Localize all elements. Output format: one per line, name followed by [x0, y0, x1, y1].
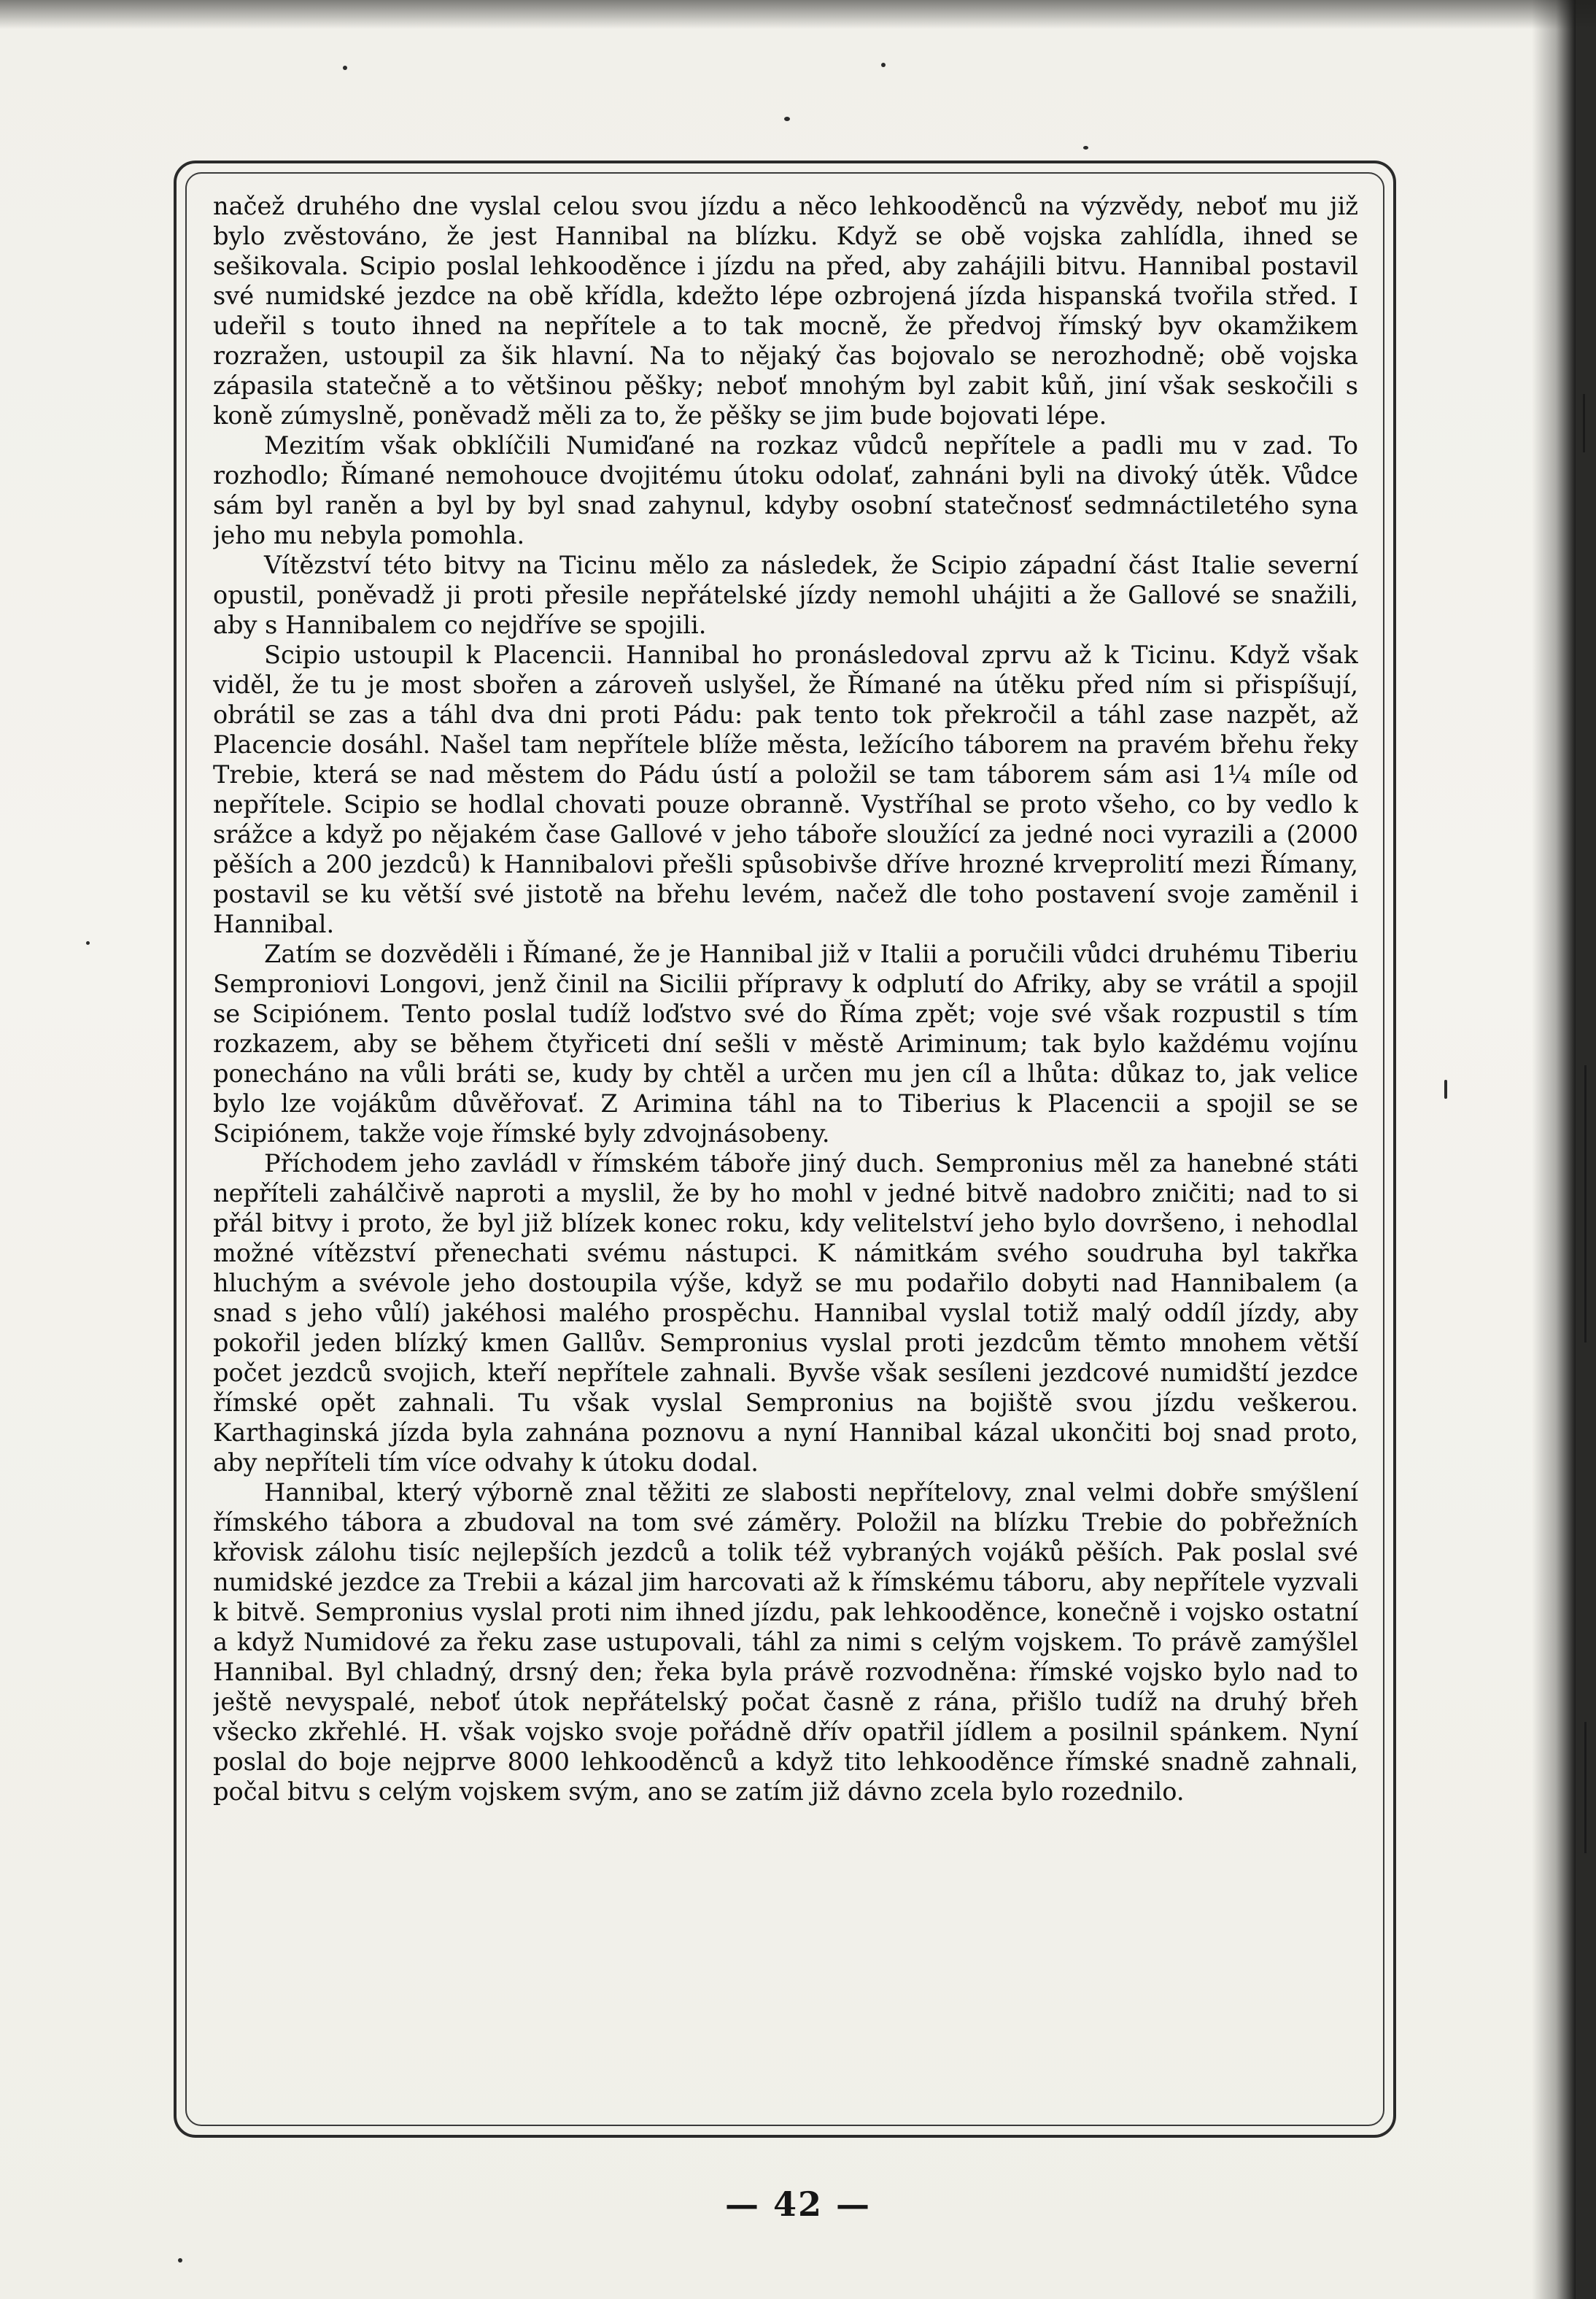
paragraph: Mezitím však obklíčili Numiďané na rozkaz vůdců nepřítele a padli mu v zad. To rozhodlo; Římané nemohouce dvojitému útoku odolať, zahnáni byli na divoký útěk. Vůdce sám byl raněn a byl by byl snad zahynul, kdyby osobní statečnosť sedmnáctiletého syna jeho mu nebyla pomohla. — [213, 431, 1358, 549]
scan-speck — [1444, 1080, 1447, 1099]
paragraph: Příchodem jeho zavládl v římském táboře jiný duch. Sempronius měl za hanebné státi nepříteli zahálčivě naproti a myslil, že by ho mohl v jedné bitvě nadobro zničiti; nad to si přál bitvy i proto, že byl již blízek konec roku, kdy velitelství jeho bylo dovršeno, i nehodlal možné vítězství přenechati svému nástupci. K námitkám svého soudruha byl takřka hluchým a svévole jeho dostoupila výše, když se mu podařilo dobyti nad Hannibalem (a snad s jeho vůlí) jakéhosi malého prospěchu. Hannibal vyslal totiž malý oddíl jízdy, aby pokořil jeden blízký kmen Gallův. Sempronius vyslal proti jezdcům těmto mnohem větší počet jezdců svojich, kteří nepřítele zahnali. Byvše však sesíleni jezdcové numidští jezdce římské opět zahnali. Tu však vyslal Sempronius na bojiště svou jízdu veškerou. Karthaginská jízda byla zahnána poznovu a nyní Hannibal kázal ukončiti boj snad proto, aby nepříteli tím více odvahy k útoku dodal. — [213, 1149, 1358, 1477]
page-number: — 42 — — [724, 2184, 872, 2224]
scan-top-shadow — [0, 0, 1596, 29]
paragraph: Hannibal, který výborně znal těžiti ze slabosti nepřítelovy, znal velmi dobře smýšlení římského tábora a zbudoval na tom své záměry. Položil na blízku Trebie do pobřežních křovisk zálohu tisíc nejlepších jezdců a tolik též vybraných vojáků pěších. Pak poslal své numidské jezdce za Trebii a kázal jim harcovati až k římskému táboru, aby nepřítele vyzvali k bitvě. Sempronius vyslal proti nim ihned jízdu, pak lehkooděnce, konečně i vojsko ostatní a když Numidové za řeku zase ustupovali, táhl za nimi s celým vojskem. To právě zamýšlel Hannibal. Byl chladný, drsný den; řeka byla právě rozvodněna: římské vojsko bylo nad to ještě nevyspalé, neboť útok nepřátelský počat časně z rána, přišlo tudíž na druhý břeh všecko zkřehlé. H. však vojsko svoje pořádně dřív opatřil jídlem a posilnil spánkem. Nyní poslal do boje nejprve 8000 lehkooděnců a když tito lehkooděnce římské snadně zahnali, počal bitvu s celým vojskem svým, ano se zatím již dávno zcela bylo rozednilo. — [213, 1478, 1358, 1806]
paragraph: Zatím se dozvěděli i Římané, že je Hannibal již v Italii a poručili vůdci druhému Tiberiu Semproniovi Longovi, jenž činil na Sicilii přípravy k odplutí do Afriky, aby se vrátil a spojil se Scipiónem. Tento poslal tudíž loďstvo své do Říma zpět; voje své však rozpustil s tím rozkazem, aby se během čtyřiceti dní sešli v městě Ariminum; tak bylo každému vojínu ponecháno na vůli bráti se, kudy by chtěl a určen mu jen cíl a lhůta: důkaz to, jak velice bylo lze vojákům důvěřovať. Z Arimina táhl na to Tiberius k Placencii a spojil se se Scipiónem, takže voje římské byly zdvojnásobeny. — [213, 940, 1358, 1148]
binding-mark — [1584, 1065, 1587, 1342]
binding-mark — [1583, 394, 1585, 452]
binding-mark — [1584, 1722, 1587, 1853]
scan-speck — [1083, 146, 1088, 150]
scan-speck — [86, 941, 90, 945]
paragraph: Vítězství této bitvy na Ticinu mělo za následek, že Scipio západní část Italie severní opustil, poněvadž ji proti přesile nepřátelské jízdy nemohl uhájiti a že Gallové se snažili, aby s Hannibalem co nejdříve se spojili. — [213, 551, 1358, 639]
body-text — [213, 191, 1358, 2103]
scan-speck — [784, 117, 790, 121]
scan-speck — [178, 2258, 182, 2263]
scan-edge-shadow — [1532, 0, 1576, 2299]
scan-speck — [343, 66, 347, 70]
paragraph: Scipio ustoupil k Placencii. Hannibal ho pronásledoval zprvu až k Ticinu. Když však viděl, že tu je most sbořen a zároveň uslyšel, že Římané na útěku před ním si přispíšují, obrátil se zas a táhl dva dni proti Pádu: pak tento tok překročil a táhl zase nazpět, až Placencie dosáhl. Našel tam nepřítele blíže města, ležícího táborem na pravém břehu řeky Trebie, která se nad městem do Pádu ústí a položil se tam táborem sám asi 1¼ míle od nepřítele. Scipio se hodlal chovati pouze obranně. Vystříhal se proto všeho, co by vedlo k srážce a když po nějakém čase Gallové v jeho táboře sloužící za jedné noci vyrazili a (2000 pěších a 200 jezdců) k Hannibalovi přešli spůsobivše dříve hrozné krveprolití mezi Římany, postavil se ku větší své jistotě na břehu levém, načež dle toho postavení svoje zaměnil i Hannibal. — [213, 641, 1358, 938]
scan-speck — [881, 63, 886, 67]
paragraph: načež druhého dne vyslal celou svou jízdu a něco lehkooděnců na výzvědy, neboť mu již bylo zvěstováno, že jest Hannibal na blízku. Když se obě vojska zahlídla, ihned se sešikovala. Scipio poslal lehkooděnce i jízdu na před, aby zahájili bitvu. Hannibal postavil své numidské jezdce na obě křídla, kdežto lépe ozbrojená jízda hispanská tvořila střed. I udeřil s touto ihned na nepřítele a to tak mocně, že předvoj římský byv okamžikem rozražen, ustoupil za šik hlavní. Na to nějaký čas bojovalo se nerozhodně; obě vojska zápasila statečně a to většinou pěšky; neboť mnohým byl zabit kůň, jiní však seskočili s koně zúmyslně, poněvadž měli za to, že pěšky se jim bude bojovati lépe. — [213, 192, 1358, 430]
